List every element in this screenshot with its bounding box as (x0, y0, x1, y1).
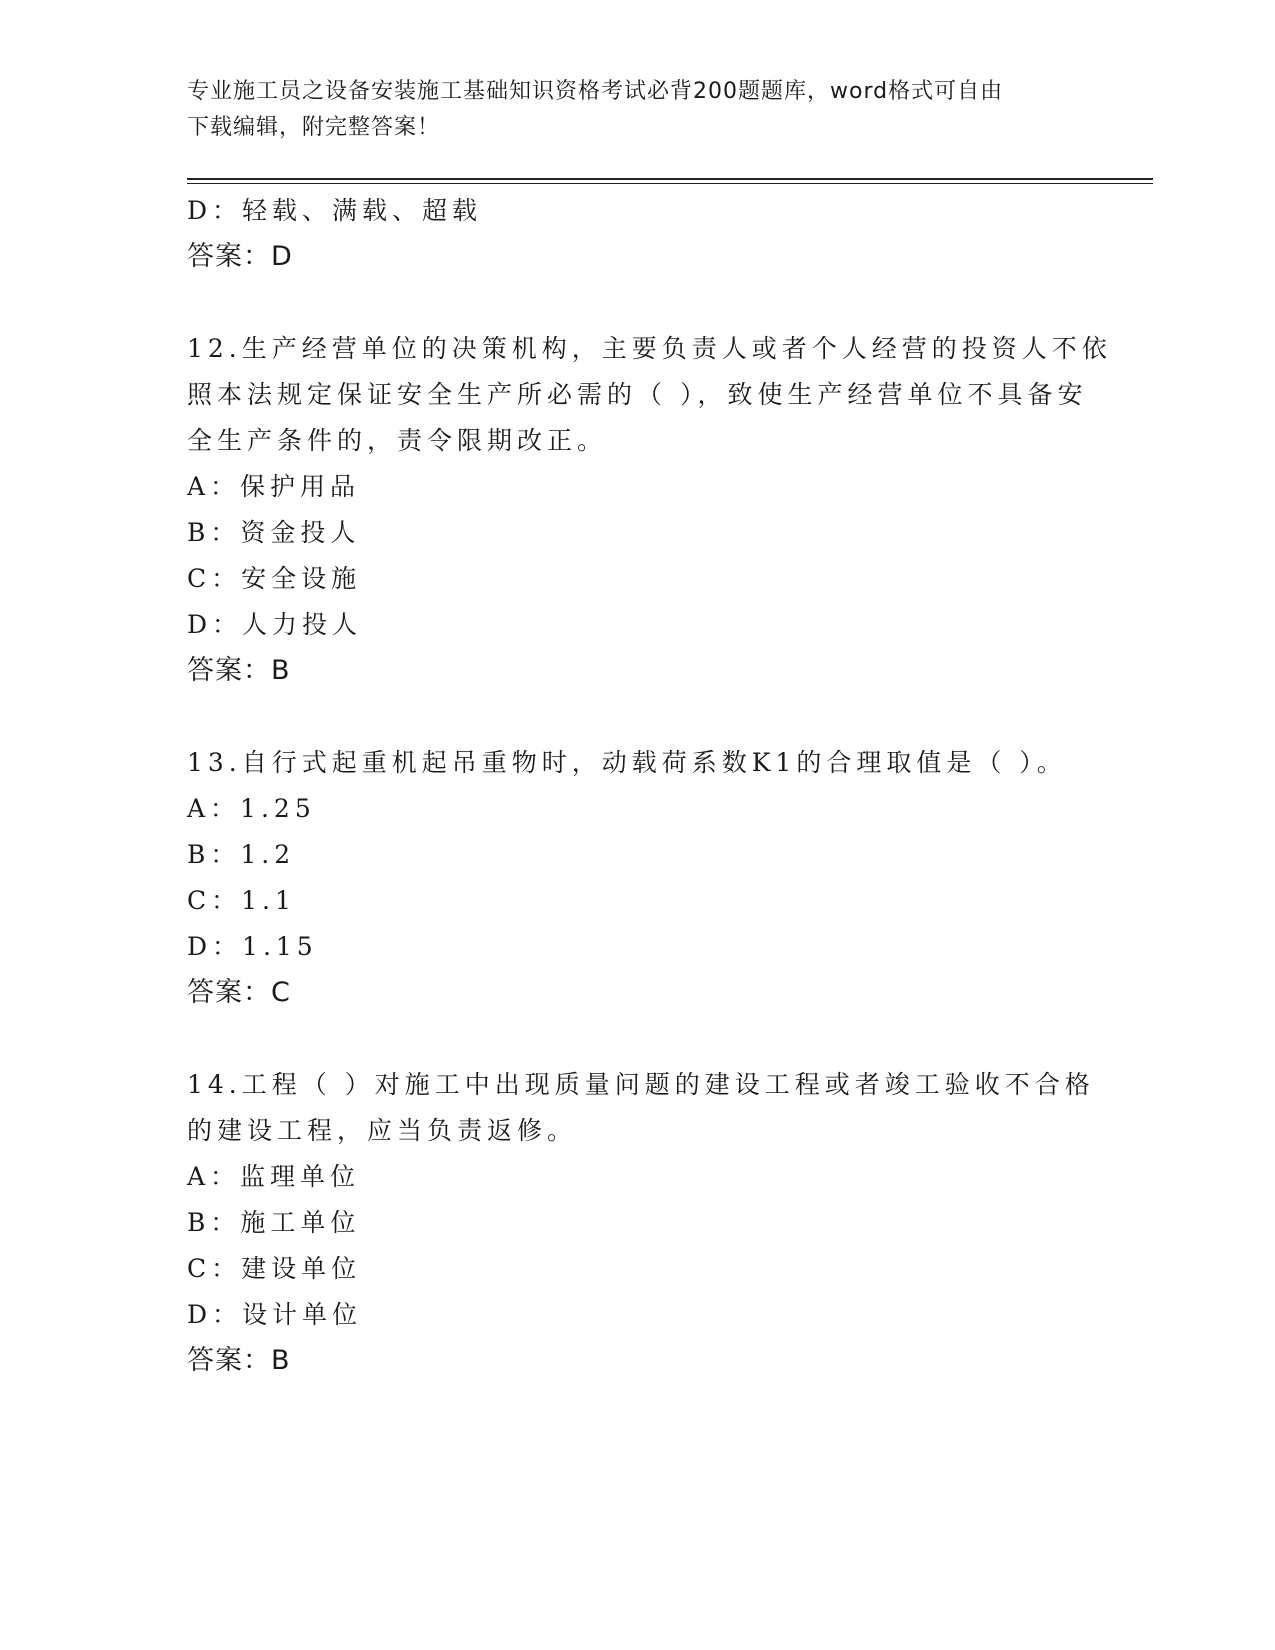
header-line-1: 专业施工员之设备安装施工基础知识资格考试必背200题题库，word格式可自由 (187, 79, 1004, 104)
option-a: A：监理单位 (187, 1162, 361, 1191)
option-c: C：安全设施 (187, 564, 362, 593)
option-c: C：1.1 (187, 886, 296, 915)
header-divider-thick (187, 178, 1153, 180)
answer: 答案：B (187, 655, 291, 686)
option-a: A：保护用品 (187, 472, 361, 501)
header-divider-thin (187, 183, 1153, 184)
answer: 答案：B (187, 1345, 291, 1376)
option-b: B：施工单位 (187, 1208, 361, 1237)
question-content (187, 188, 1147, 1384)
option-d: D：1.15 (187, 932, 318, 961)
question-stem-line: 照本法规定保证安全生产所必需的（ ），致使生产经营单位不具备安 (187, 380, 1088, 409)
document-header (187, 74, 1077, 146)
question-12 (187, 326, 1147, 694)
option-c: C：建设单位 (187, 1254, 362, 1283)
question-13 (187, 740, 1147, 1016)
prev-answer: 答案：D (187, 241, 293, 272)
spacer (187, 694, 1147, 740)
option-d: D：人力投人 (187, 610, 363, 639)
question-stem-line: 的建设工程，应当负责返修。 (187, 1116, 578, 1145)
spacer (187, 280, 1147, 326)
question-stem-line: 13.自行式起重机起吊重物时，动载荷系数K1的合理取值是（ ）。 (187, 748, 1067, 777)
option-a: A：1.25 (187, 794, 316, 823)
answer: 答案：C (187, 977, 291, 1008)
option-b: B：1.2 (187, 840, 296, 869)
question-stem-line: 12.生产经营单位的决策机构，主要负责人或者个人经营的投资人不依 (187, 334, 1112, 363)
option-d: D：设计单位 (187, 1300, 363, 1329)
question-stem-line: 14.工程（ ）对施工中出现质量问题的建设工程或者竣工验收不合格 (187, 1070, 1095, 1099)
spacer (187, 1016, 1147, 1062)
question-14 (187, 1062, 1147, 1384)
header-line-2: 下载编辑，附完整答案！ (187, 115, 441, 140)
option-b: B：资金投人 (187, 518, 361, 547)
prev-option-d: D：轻载、满载、超载 (187, 196, 483, 225)
question-stem-line: 全生产条件的，责令限期改正。 (187, 426, 608, 455)
